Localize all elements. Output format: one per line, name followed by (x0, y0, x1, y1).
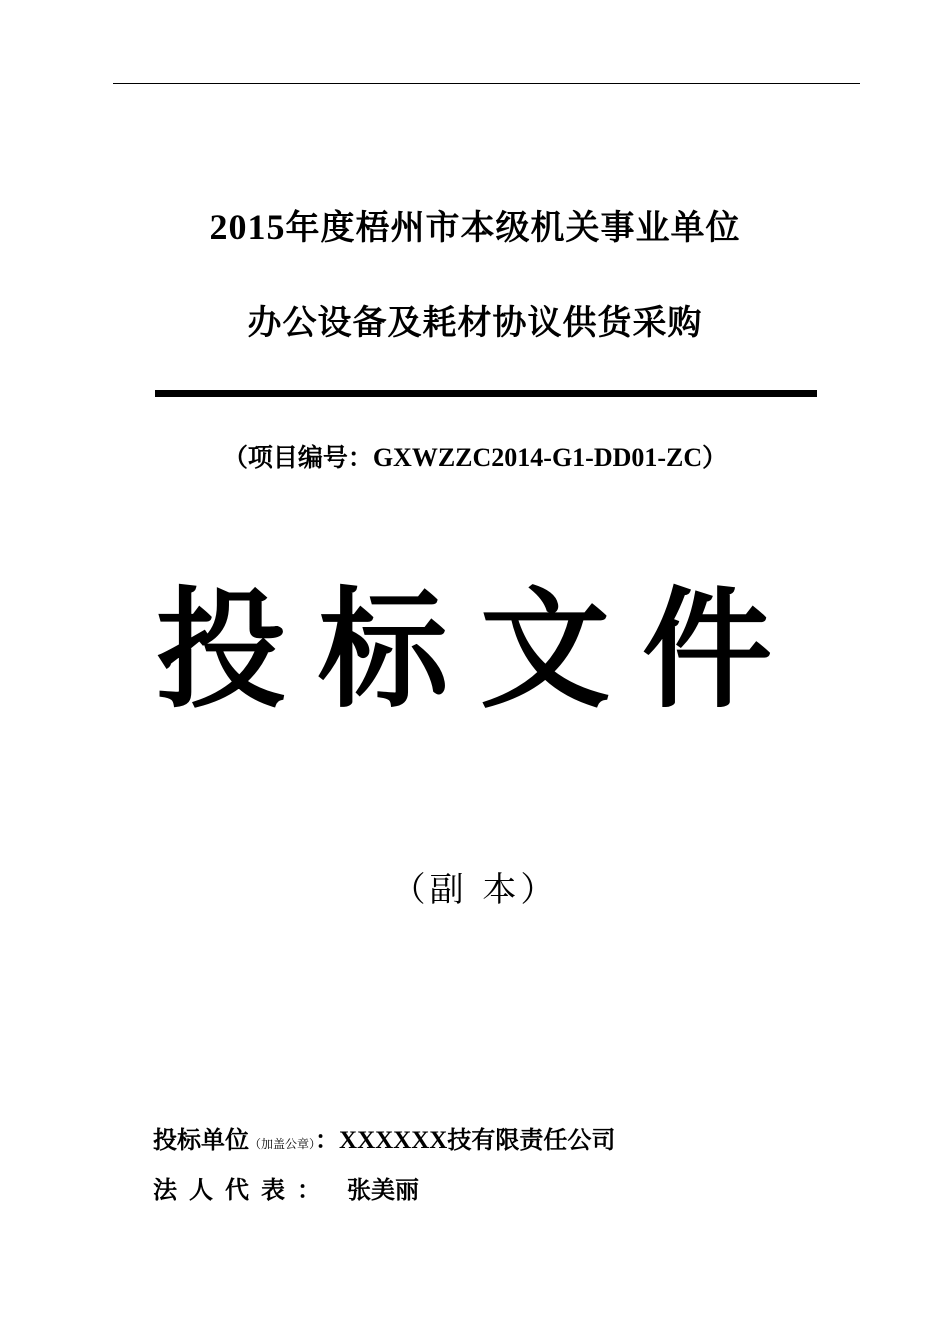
project-suffix: ） (702, 443, 728, 472)
title-line-1 (0, 200, 950, 249)
bidder-seal-note: （加盖公章） (249, 1137, 316, 1151)
bidder-name-prefix: XXXXXX (339, 1127, 448, 1154)
bidder-label: 投标单位 (153, 1126, 249, 1154)
title-underline-rule (155, 390, 817, 397)
legal-rep-row (153, 1170, 419, 1205)
legal-rep-name: 张美丽 (347, 1176, 419, 1204)
main-title: 投标文件 (155, 574, 804, 726)
bidder-name-suffix: 技有限责任公司 (447, 1126, 616, 1154)
project-number (0, 438, 950, 474)
title-year: 2015 (209, 207, 286, 247)
project-prefix: （项目编号： (222, 443, 373, 472)
bidder-row (153, 1120, 615, 1155)
legal-rep-label: 法人代表： (153, 1176, 333, 1204)
bidder-colon: ： (315, 1126, 340, 1154)
project-code: GXWZZC2014-G1-DD01-ZC (372, 443, 703, 472)
header-rule (113, 83, 860, 84)
copy-label: （副 本） (391, 870, 559, 910)
title-line-1-text: 年度梧州市本级机关事业单位 (285, 208, 741, 248)
title-line-2: 办公设备及耗材协议供货采购 (247, 303, 703, 343)
